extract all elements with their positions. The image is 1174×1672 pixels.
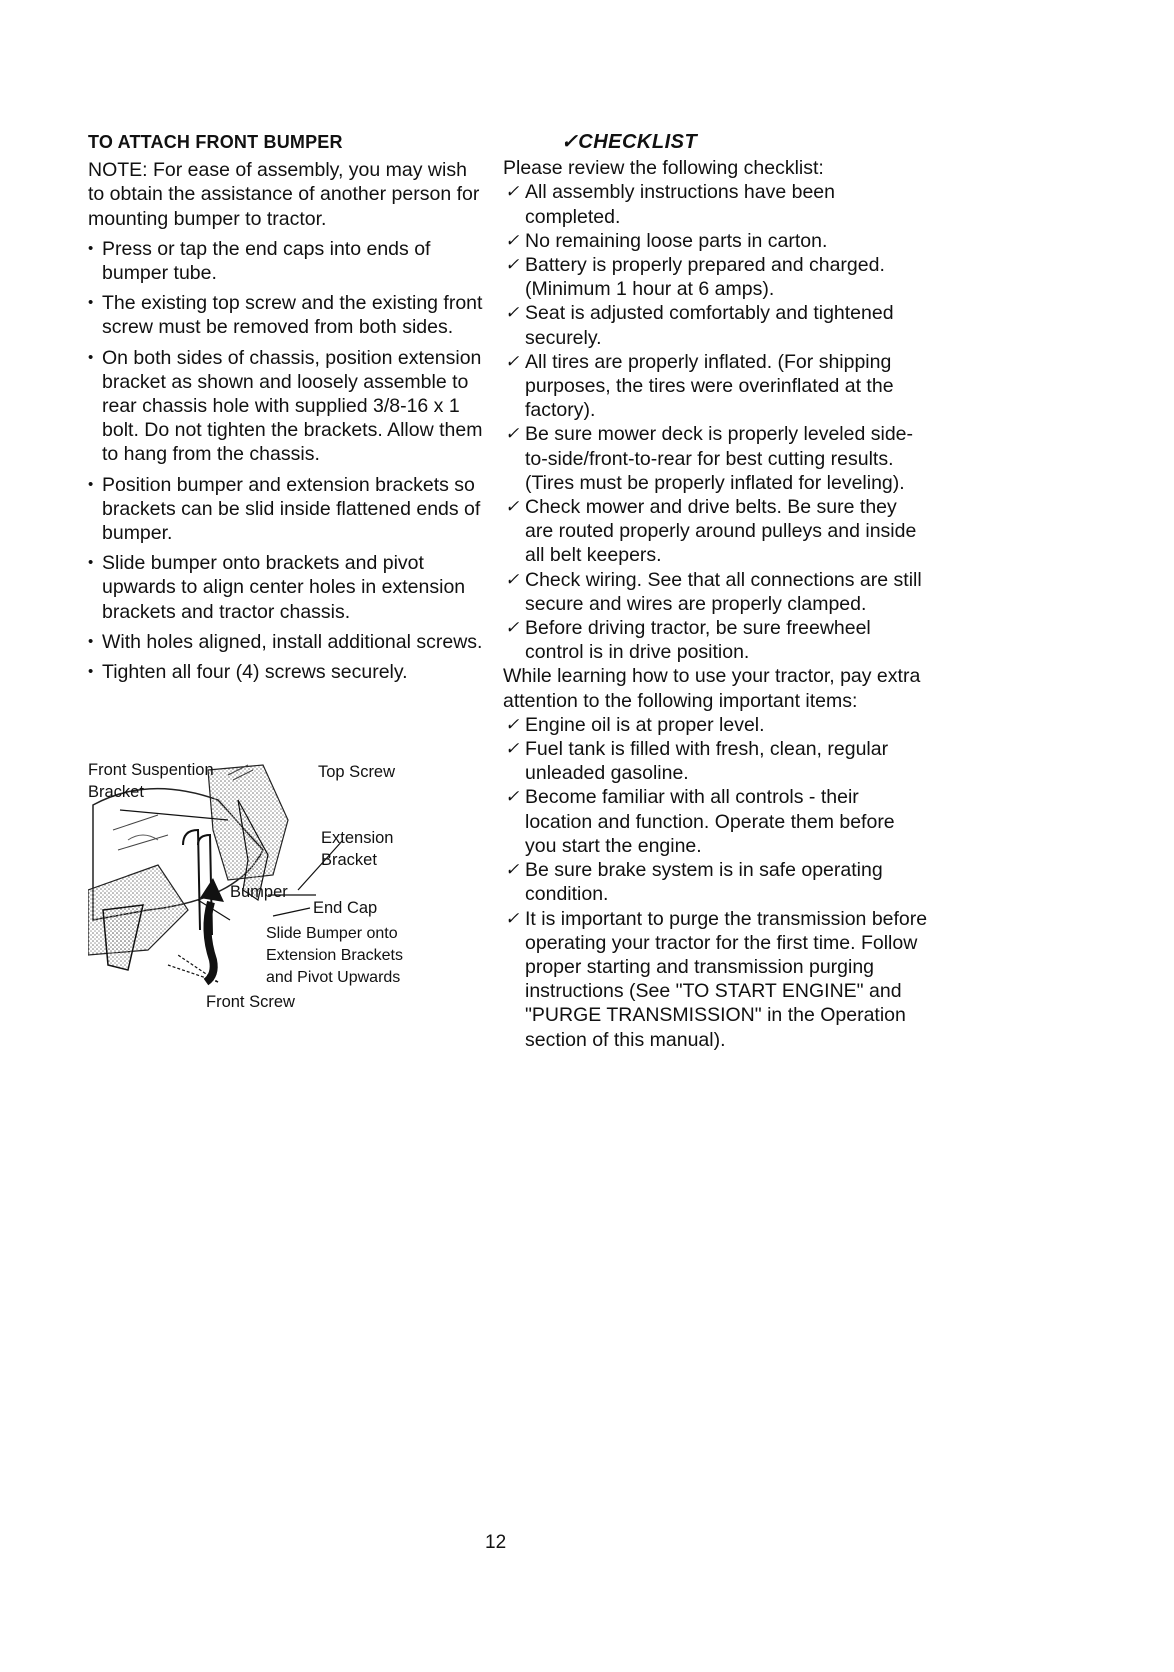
note-text: NOTE: For ease of assembly, you may wish to obtain the assistance of another person for mounting bumper to tractor.: [88, 159, 480, 230]
checklist-item: ✓ All assembly instructions have been completed.: [503, 180, 928, 228]
checklist-item: ✓ Before driving tractor, be sure freewheel control is in drive position.: [503, 616, 928, 664]
while-learning-text: While learning how to use your tractor, pay extra attention to the following important items:: [503, 665, 921, 712]
checklist-item: ✓ All tires are properly inflated. (For shipping purposes, the tires were overinflated at the factory).: [503, 350, 928, 423]
checklist-intro: Please review the following checklist:: [503, 157, 824, 180]
checklist: [503, 180, 928, 664]
extension-label: Extension: [321, 829, 394, 847]
slide-instruction-line-2: Extension Brackets: [266, 947, 403, 964]
left-column: [88, 130, 488, 690]
list-item: • The existing top screw and the existing front screw must be removed from both sides.: [88, 291, 488, 339]
list-item: • Slide bumper onto brackets and pivot upwards to align center holes in extension brackets and tractor chassis.: [88, 551, 488, 624]
end-cap-label: End Cap: [313, 899, 378, 917]
important-items-list: [503, 713, 928, 1052]
front-suspention-label: Front Suspention: [88, 761, 214, 779]
list-item: • On both sides of chassis, position extension bracket as shown and loosely assemble to rear chassis hole with supplied 3/8-16 x 1 bolt. Do not tighten the brackets. Allow them to hang from the chassis.: [88, 346, 488, 467]
checklist-item: ✓ It is important to purge the transmission before operating your tractor for the first time. Follow proper starting and transmission purging instructions (See "TO START ENGINE" and "PURGE TRANSMISSION" in the Operation section of this manual).: [503, 907, 928, 1052]
checklist-title: CHECKLIST: [578, 131, 698, 153]
checklist-item: ✓ Battery is properly prepared and charged. (Minimum 1 hour at 6 amps).: [503, 253, 928, 301]
bracket-label: Bracket: [88, 783, 144, 801]
section-heading: TO ATTACH FRONT BUMPER: [88, 132, 343, 152]
checklist-item: ✓ No remaining loose parts in carton.: [503, 229, 928, 253]
slide-instruction-line-1: Slide Bumper onto: [266, 925, 398, 942]
list-item: • Press or tap the end caps into ends of bumper tube.: [88, 237, 488, 285]
checklist-item: ✓ Seat is adjusted comfortably and tightened securely.: [503, 301, 928, 349]
checklist-item: ✓ Be sure brake system is in safe operating condition.: [503, 858, 928, 906]
checklist-item: ✓ Fuel tank is filled with fresh, clean, regular unleaded gasoline.: [503, 737, 928, 785]
extension-bracket-label: Bracket: [321, 851, 377, 869]
bumper-diagram: [88, 760, 468, 1030]
bumper-label: Bumper: [230, 883, 288, 901]
checklist-heading: [561, 130, 928, 154]
checklist-item: ✓ Become familiar with all controls - their location and function. Operate them before you start the engine.: [503, 785, 928, 858]
page-number: 12: [485, 1532, 507, 1553]
list-item: • Position bumper and extension brackets so brackets can be slid inside flattened ends of bumper.: [88, 473, 488, 546]
right-column: [503, 130, 928, 1052]
checklist-item: ✓ Check wiring. See that all connections are still secure and wires are properly clamped.: [503, 568, 928, 616]
list-item: • Tighten all four (4) screws securely.: [88, 660, 488, 684]
checklist-item: ✓ Check mower and drive belts. Be sure they are routed properly around pulleys and inside all belt keepers.: [503, 495, 928, 568]
list-item: • With holes aligned, install additional screws.: [88, 630, 488, 654]
check-icon: ✓: [561, 131, 579, 153]
instruction-list: [88, 237, 488, 684]
front-screw-label: Front Screw: [206, 993, 295, 1011]
checklist-item: ✓ Be sure mower deck is properly leveled side-to-side/front-to-rear for best cutting results. (Tires must be properly inflated for leveling).: [503, 422, 928, 495]
top-screw-label: Top Screw: [318, 763, 396, 781]
slide-instruction-line-3: and Pivot Upwards: [266, 969, 401, 986]
checklist-item: ✓ Engine oil is at proper level.: [503, 713, 928, 737]
